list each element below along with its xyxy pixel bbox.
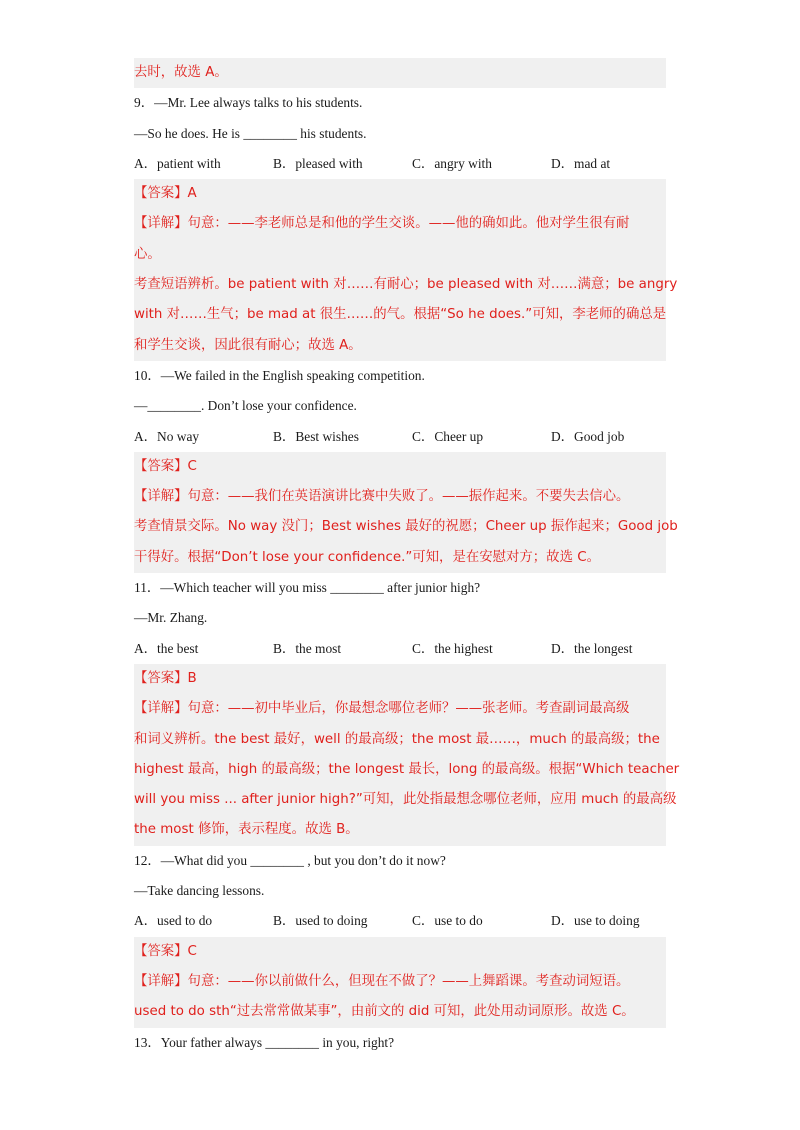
question-block xyxy=(134,1028,666,1058)
answer-block xyxy=(134,664,680,846)
option-d: D．Good job xyxy=(551,428,625,444)
answer-line: 心。 xyxy=(134,246,161,262)
answer-line: 【详解】句意：——我们在英语演讲比赛中失败了。——振作起来。不要失去信心。 xyxy=(134,489,630,505)
question-block xyxy=(134,361,666,452)
answer-line: 和词义辨析。the best 最好，well 的最高级；the most 最……，much 的最高级；the xyxy=(134,731,660,747)
answer-block xyxy=(134,58,666,88)
answer-line: 【答案】C xyxy=(134,943,197,959)
option-c: C．use to do xyxy=(412,913,483,929)
answer-block xyxy=(134,179,678,361)
question-line: 10．—We failed in the English speaking competition. xyxy=(134,367,425,383)
answer-line: will you miss ... after junior high?”可知，此处指最想念哪位老师，应用 much 的最高级 xyxy=(134,792,677,808)
answer-line: highest 最高，high 的最高级；the longest 最长，long 的最高级。根据“Which teacher xyxy=(134,761,680,777)
answer-line: 考查情景交际。No way 没门；Best wishes 最好的祝愿；Cheer up 振作起来；Good job xyxy=(134,519,678,535)
options-row xyxy=(134,634,666,664)
question-block xyxy=(134,88,666,179)
options-row xyxy=(134,906,666,936)
option-a: A．No way xyxy=(134,428,200,444)
answer-line: the most 修饰，表示程度。故选 B。 xyxy=(134,822,359,838)
answer-line: 和学生交谈，因此很有耐心；故选 A。 xyxy=(134,337,362,353)
question-line: —So he does. He is ________ his students. xyxy=(134,125,367,141)
question-line: 13．Your father always ________ in you, right? xyxy=(134,1034,395,1050)
option-b: B．used to doing xyxy=(273,913,368,929)
answer-line: with 对……生气；be mad at 很生……的气。根据“So he does.”可知，李老师的确总是 xyxy=(134,307,667,323)
question-block xyxy=(134,573,666,664)
answer-block xyxy=(134,452,678,573)
question-line: —Take dancing lessons. xyxy=(134,883,265,899)
option-c: C．the highest xyxy=(412,640,493,656)
question-line: —________. Don’t lose your confidence. xyxy=(134,398,357,414)
option-d: D．mad at xyxy=(551,155,611,171)
answer-line: used to do sth“过去常常做某事”，由前文的 did 可知，此处用动词原形。故选 C。 xyxy=(134,1004,635,1020)
answer-line: 考查短语辨析。be patient with 对……有耐心；be pleased with 对……满意；be angry xyxy=(134,277,678,293)
option-b: B．Best wishes xyxy=(273,428,359,444)
option-d: D．the longest xyxy=(551,640,633,656)
options-row xyxy=(134,149,666,179)
question-line: 11．—Which teacher will you miss ________ after junior high? xyxy=(134,580,481,596)
option-c: C．angry with xyxy=(412,155,492,171)
question-line: 9．—Mr. Lee always talks to his students. xyxy=(134,95,363,111)
answer-line: 【答案】B xyxy=(134,670,197,686)
option-b: B．the most xyxy=(273,640,342,656)
answer-line: 干得好。根据“Don’t lose your confidence.”可知，是在安慰对方；故选 C。 xyxy=(134,549,600,565)
answer-line: 【详解】句意：——李老师总是和他的学生交谈。——他的确如此。他对学生很有耐 xyxy=(134,216,630,232)
answer-line: 【答案】C xyxy=(134,458,197,474)
answer-block xyxy=(134,937,666,1028)
option-d: D．use to doing xyxy=(551,913,640,929)
answer-line: 去时，故选 A。 xyxy=(134,65,228,80)
option-a: A．patient with xyxy=(134,155,221,171)
question-line: 12．—What did you ________ , but you don’t do it now? xyxy=(134,852,446,868)
question-block xyxy=(134,846,666,937)
option-a: A．used to do xyxy=(134,913,213,929)
document-content xyxy=(134,58,680,1058)
answer-line: 【详解】句意：——初中毕业后，你最想念哪位老师？——张老师。考查副词最高级 xyxy=(134,701,630,717)
answer-line: 【答案】A xyxy=(134,186,197,202)
option-c: C．Cheer up xyxy=(412,428,484,444)
options-row xyxy=(134,422,666,452)
answer-line: 【详解】句意：——你以前做什么，但现在不做了？——上舞蹈课。考查动词短语。 xyxy=(134,973,630,989)
option-a: A．the best xyxy=(134,640,199,656)
question-line: —Mr. Zhang. xyxy=(134,610,208,626)
option-b: B．pleased with xyxy=(273,155,363,171)
